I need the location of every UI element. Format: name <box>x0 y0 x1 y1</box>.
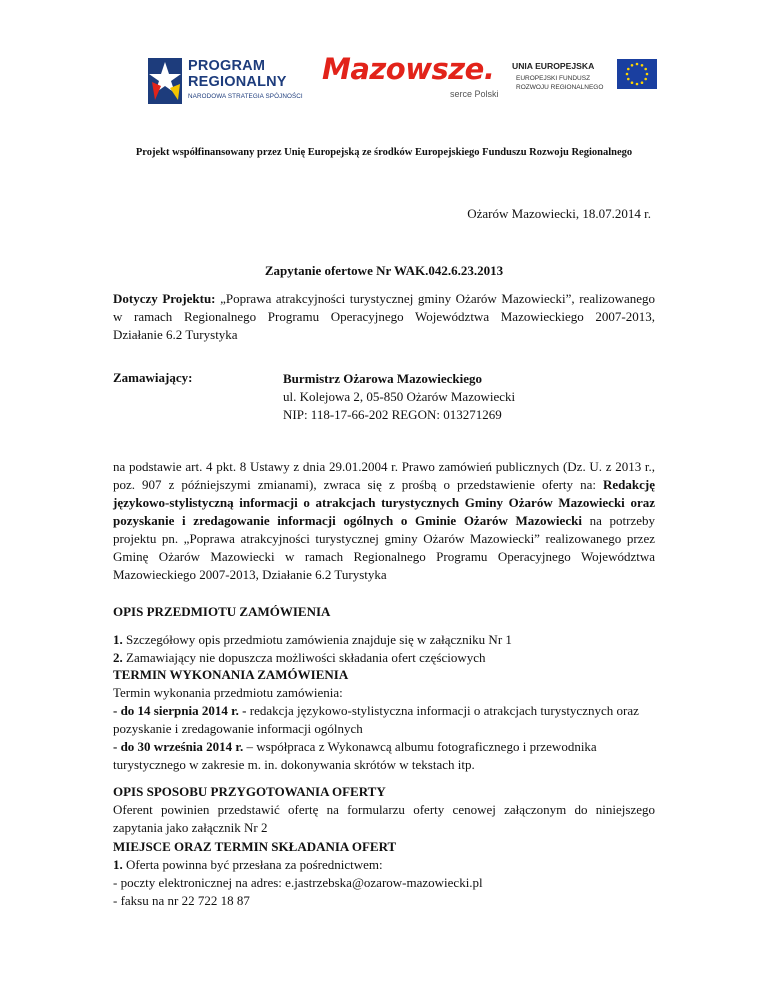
ordering-name: Burmistrz Ożarowa Mazowieckiego <box>283 371 483 386</box>
program-line1: PROGRAM <box>188 58 266 74</box>
opis-section <box>113 603 655 667</box>
termin-section <box>113 666 655 774</box>
intro-line7: Mazowieckiego 2007-2013, Działanie 6.2 Turystyka <box>113 567 387 582</box>
program-regionalny-star-icon <box>148 56 182 106</box>
place-date: Ożarów Mazowiecki, 18.07.2014 r. <box>467 206 651 221</box>
page-title: Zapytanie ofertowe Nr WAK.042.6.23.2013 <box>264 263 504 278</box>
program-regionalny-logo <box>148 56 323 112</box>
project-line1: Dotyczy Projektu: „Poprawa atrakcyjności turystycznej gminy Ożarów Mazowiecki”, realizowanego <box>113 291 656 306</box>
eu-logo <box>512 61 652 105</box>
termin-deadline2-cont: turystycznego w zakresie m. in. dokonywania skrótów w tekstach itp. <box>113 757 475 772</box>
mazowsze-wordmark: Mazowsze. <box>322 52 495 86</box>
project-paragraph <box>113 290 655 344</box>
sposob-line2: zapytania jako załącznik Nr 2 <box>113 820 268 835</box>
header-logos <box>0 52 768 112</box>
sposob-heading: OPIS SPOSOBU PRZYGOTOWANIA OFERTY <box>113 784 386 799</box>
miejsce-fax: - faksu na nr 22 722 18 87 <box>113 893 250 908</box>
intro-paragraph <box>113 458 655 584</box>
ordering-address: ul. Kolejowa 2, 05-850 Ożarów Mazowiecki <box>283 389 516 404</box>
ordering-details <box>283 370 515 424</box>
opis-heading: OPIS PRZEDMIOTU ZAMÓWIENIA <box>113 604 331 619</box>
mazowsze-logo <box>322 52 499 110</box>
program-line3: NARODOWA STRATEGIA SPÓJNOŚCI <box>188 93 303 100</box>
termin-intro: Termin wykonania przedmiotu zamówienia: <box>113 685 343 700</box>
opis-item1: 1. Szczegółowy opis przedmiotu zamówienia znajduje się w załączniku Nr 1 <box>113 632 512 647</box>
termin-heading: TERMIN WYKONANIA ZAMÓWIENIA <box>113 667 349 682</box>
miejsce-email: - poczty elektronicznej na adres: e.jastrzebska@ozarow-mazowiecki.pl <box>113 875 483 890</box>
miejsce-heading: MIEJSCE ORAZ TERMIN SKŁADANIA OFERT <box>113 839 397 854</box>
sposob-section <box>113 783 655 837</box>
intro-line3: językowo-stylistyczną informacji o atrakcjach turystycznych Gminy Ożarów Mazowiecki oraz <box>113 495 655 510</box>
termin-deadline2: - do 30 września 2014 r. – współpraca z Wykonawcą albumu fotograficznego i przewodnika <box>113 739 597 754</box>
miejsce-section <box>113 838 655 910</box>
eu-line1: UNIA EUROPEJSKA <box>512 61 595 71</box>
intro-line5: projektu pn. „Poprawa atrakcyjności turystycznej gminy Ożarów Mazowiecki” realizowanego przez <box>113 531 655 546</box>
project-line2: w ramach Regionalnego Programu Operacyjnego Województwa Mazowieckiego 2007-2013, <box>113 309 655 324</box>
ordering-label: Zamawiający: <box>113 370 193 385</box>
sposob-line1: Oferent powinien przedstawić ofertę na formularzu oferty cenowej załączonym do niniejszego <box>113 802 655 817</box>
termin-deadline1-cont: pozyskanie i zredagowanie informacji ogólnych <box>113 721 363 736</box>
opis-item2: 2. Zamawiający nie dopuszcza możliwości składania ofert częściowych <box>113 650 486 665</box>
project-label: Dotyczy Projektu: <box>113 291 216 306</box>
eu-flag-icon <box>617 59 657 89</box>
intro-line2: poz. 907 z późniejszymi zmianami), zwraca się z prośbą o przedstawienie oferty na: Redakcję <box>113 477 656 492</box>
miejsce-line1: 1. Oferta powinna być przesłana za pośrednictwem: <box>113 857 383 872</box>
mazowsze-tagline: serce Polski <box>450 89 499 99</box>
eu-line2: EUROPEJSKI FUNDUSZ <box>516 75 591 82</box>
termin-deadline1: - do 14 sierpnia 2014 r. - redakcja językowo-stylistyczna informacji o atrakcjach turystycznych oraz <box>113 703 639 718</box>
intro-line1: na podstawie art. 4 pkt. 8 Ustawy z dnia 29.01.2004 r. Prawo zamówień publicznych (Dz. U. z 2013 r., <box>113 459 655 474</box>
intro-line4: pozyskanie i zredagowanie informacji ogólnych o Gminie Ożarów Mazowiecki na potrzeby <box>113 513 655 528</box>
program-line2: REGIONALNY <box>188 74 287 90</box>
intro-line6: Gminę Ożarów Mazowiecki w ramach Regionalnego Programu Operacyjnego Województwa <box>113 549 655 564</box>
ordering-ids: NIP: 118-17-66-202 REGON: 013271269 <box>283 407 502 422</box>
eu-line3: ROZWOJU REGIONALNEGO <box>516 84 604 91</box>
cofinancing-note: Projekt współfinansowany przez Unię Europejską ze środków Europejskiego Funduszu Rozwoju Regionalnego <box>135 147 633 158</box>
project-line3: Działanie 6.2 Turystyka <box>113 327 238 342</box>
